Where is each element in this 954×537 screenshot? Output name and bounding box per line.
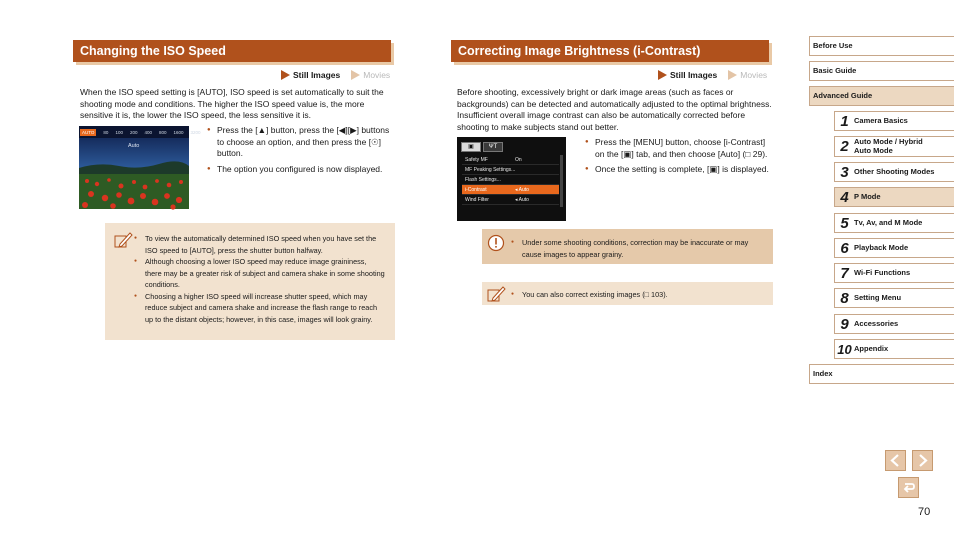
menu-row-value: [512, 165, 515, 174]
chapter-label: Appendix: [854, 343, 889, 353]
nav-chapter-6[interactable]: [834, 238, 954, 258]
movies-icon: [728, 70, 737, 80]
menu-row-name: Flash Settings...: [465, 177, 501, 183]
menu-row: [462, 175, 559, 185]
chapter-number: 9: [840, 315, 849, 333]
arrow-right-icon: [913, 451, 932, 470]
return-button[interactable]: [898, 477, 919, 498]
camera-menu-screenshot: [457, 137, 566, 221]
chapter-label: Other Shooting Modes: [854, 166, 935, 176]
icontrast-note-box: [482, 282, 773, 305]
movies-label: Movies: [740, 70, 768, 80]
chapter-label: Accessories: [854, 318, 899, 328]
menu-scrollbar: [560, 155, 563, 207]
nav-chapter-1[interactable]: [834, 111, 954, 131]
page-number: 70: [918, 506, 931, 518]
iso-notes: [133, 233, 385, 325]
nav-chapter-4[interactable]: [834, 187, 954, 207]
mode-indicator-icontrast: [658, 70, 767, 80]
nav-basic-guide[interactable]: Basic Guide: [809, 61, 954, 81]
chapter-number: 10: [837, 341, 852, 357]
setup-tab-icon: ΨΤ: [483, 142, 503, 152]
pencil-note-icon: [486, 285, 506, 303]
menu-row: [462, 155, 559, 165]
return-arrow-icon: [899, 478, 918, 497]
menu-row-name: Wind Filter: [465, 197, 489, 203]
menu-row-name: MF Peaking Settings...: [465, 167, 516, 173]
iso-option: 400: [144, 129, 152, 135]
still-images-icon: [281, 70, 290, 80]
menu-row: [462, 165, 559, 175]
chapter-label: Camera Basics: [854, 115, 908, 125]
caution-icon: [487, 234, 505, 252]
icontrast-step-2: ● Once the setting is complete, [▣] is displayed.: [585, 164, 775, 176]
caution-box: [482, 229, 773, 264]
nav-chapter-9[interactable]: [834, 314, 954, 334]
flower-field-image: [79, 126, 189, 209]
chapter-label: Setting Menu: [854, 292, 902, 302]
section-title-icontrast: Correcting Image Brightness (i-Contrast): [451, 40, 769, 62]
arrow-left-icon: [886, 451, 905, 470]
menu-row-name: Safety MF: [465, 157, 488, 163]
iso-option: 200: [129, 129, 138, 135]
iso-option: 800: [158, 129, 167, 135]
nav-chapter-8[interactable]: [834, 288, 954, 308]
chapter-number: 2: [840, 138, 849, 155]
movies-icon: [351, 70, 360, 80]
icontrast-step-1: ● Press the [MENU] button, choose [i-Contrast] on the [▣] tab, and then choose [Auto] (□ 29).: [585, 137, 775, 160]
nav-before-use[interactable]: Before Use: [809, 36, 954, 56]
iso-option-auto: AUTO: [82, 129, 95, 135]
menu-row-value: ◂ Auto: [515, 187, 529, 193]
nav-chapter-7[interactable]: [834, 263, 954, 283]
caution-text: ● Under some shooting conditions, correction may be inaccurate or may cause images to appear grainy.: [510, 237, 762, 260]
menu-row-selected: [462, 185, 559, 195]
chapter-number: 5: [840, 214, 849, 232]
menu-row-value: ◂ Auto: [515, 197, 529, 203]
iso-step-1: ● Press the [▲] button, press the [◀][▶] buttons to choose an option, and then press the [☉] button.: [207, 125, 395, 160]
menu-row-value: On: [515, 157, 522, 163]
section-title-iso: Changing the ISO Speed: [73, 40, 391, 62]
menu-list: [462, 155, 559, 205]
chapter-number: 6: [840, 239, 849, 257]
nav-index[interactable]: Index: [809, 364, 954, 384]
icontrast-notes: [510, 289, 762, 301]
menu-row-value: [512, 175, 515, 184]
chapter-label: Playback Mode: [854, 242, 909, 252]
nav-chapter-10[interactable]: [834, 339, 954, 359]
iso-note-2: ● Although choosing a lower ISO speed may reduce image graininess, there may be a greater risk of subject and camera shake in some shooting conditions.: [133, 256, 385, 291]
menu-row-name: i-Contrast: [465, 187, 487, 193]
iso-note-box: [105, 223, 395, 340]
chapter-label: Tv, Av, and M Mode: [854, 217, 923, 227]
iso-selection-bar: [79, 126, 201, 138]
chapter-number: 7: [840, 264, 849, 282]
icontrast-intro: Before shooting, excessively bright or dark image areas (such as faces or backgrounds) can be detected and automatically adjusted to the optimal brightness. Insufficient overall image contrast can also be automatically corrected before shooting to make subjects stand out better.: [457, 87, 772, 132]
iso-option: 80: [103, 129, 109, 135]
chapter-label: Wi-Fi Functions: [854, 267, 911, 277]
iso-option: 100: [115, 129, 123, 135]
iso-sample-photo: [79, 126, 201, 209]
chapter-label: Auto Mode / Hybrid Auto Mode: [854, 137, 923, 155]
menu-row: [462, 195, 559, 205]
iso-option: 3200: [190, 129, 201, 135]
iso-note-1: ● To view the automatically determined ISO speed when you have set the ISO speed to [AUTO], press the shutter button halfway.: [133, 233, 385, 256]
still-images-icon: [658, 70, 667, 80]
movies-label: Movies: [363, 70, 391, 80]
nav-chapter-2[interactable]: [834, 136, 954, 157]
icontrast-note-1: ● You can also correct existing images (□ 103).: [510, 289, 762, 301]
iso-auto-label: Auto: [128, 143, 140, 149]
iso-intro: When the ISO speed setting is [AUTO], ISO speed is set automatically to suit the shooting mode and conditions. The higher the ISO speed value is, the more sensitive it is, the lower the ISO speed, the less sensitive it is.: [80, 87, 384, 120]
iso-option: 1600: [173, 129, 184, 135]
nav-chapter-5[interactable]: [834, 213, 954, 233]
nav-advanced-guide[interactable]: Advanced Guide: [809, 86, 954, 106]
camera-tab-icon: ▣: [461, 142, 481, 152]
menu-tabs: [461, 142, 503, 152]
chapter-number: 1: [840, 112, 849, 130]
nav-chapter-3[interactable]: [834, 162, 954, 182]
chapter-number: 8: [840, 289, 849, 307]
chapter-label: P Mode: [854, 191, 881, 201]
mode-indicator-iso: [281, 70, 390, 80]
pencil-note-icon: [113, 231, 133, 249]
chapter-number: 4: [840, 188, 849, 206]
still-images-label: Still Images: [293, 70, 341, 80]
chapter-number: 3: [840, 163, 849, 181]
next-page-button[interactable]: [912, 450, 933, 471]
caution-list: [510, 237, 762, 260]
still-images-label: Still Images: [670, 70, 718, 80]
iso-step-2: ● The option you configured is now displayed.: [207, 164, 395, 176]
iso-note-3: ● Choosing a higher ISO speed will increase shutter speed, which may reduce subject and camera shake and increase the flash range to reach up to the distant objects; however, in this case, images will look grainy.: [133, 291, 385, 326]
icontrast-steps: [585, 137, 775, 180]
previous-page-button[interactable]: [885, 450, 906, 471]
iso-steps: [207, 125, 395, 179]
